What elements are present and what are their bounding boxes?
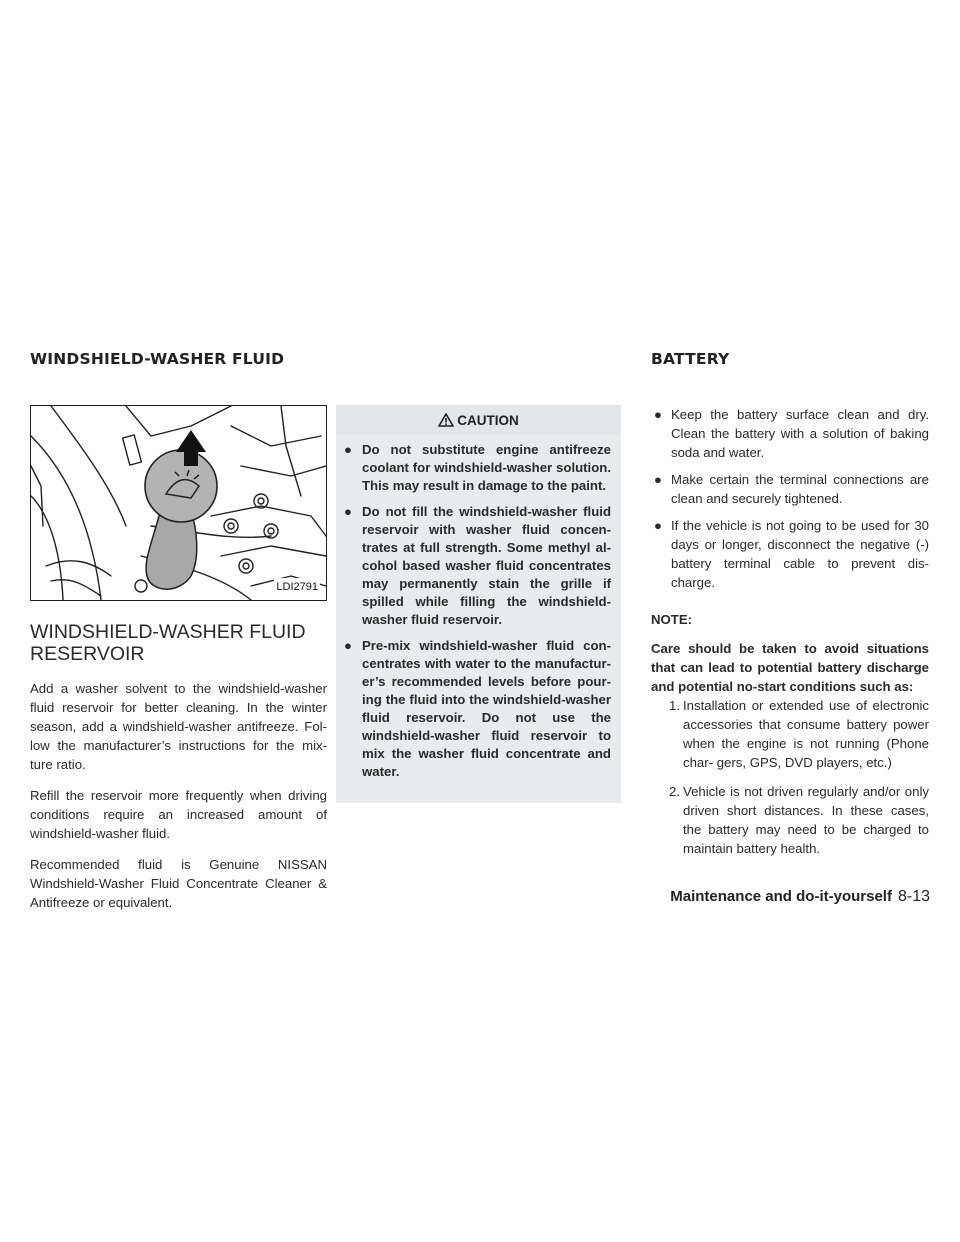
bullet-icon: ● [654, 407, 662, 422]
note-text: Care should be taken to avoid situations that can lead to potential battery discharge and potential no-start conditions such as: [651, 641, 929, 694]
bullet-icon: ● [654, 472, 662, 487]
battery-bullet-item [651, 470, 929, 508]
note-item-number: 1. [669, 698, 680, 713]
note-item-number: 2. [669, 784, 680, 799]
page-footer [670, 888, 930, 906]
bullet-icon: ● [344, 504, 352, 519]
reservoir-paragraph: Refill the reservoir more frequently when driving conditions require an increased amount of windshield-washer fluid. [30, 788, 327, 841]
column-caution [336, 405, 621, 803]
column-battery [651, 405, 929, 868]
note-numbered-list [651, 696, 929, 858]
reservoir-illustration [30, 405, 327, 601]
reservoir-paragraph: Add a washer solvent to the windshield-washer fluid reservoir for better cleaning. In the winter season, add a windshield-washer antifreeze. Fol- low the manufacturer’s instructions for the mix- ture ratio. [30, 681, 327, 772]
reservoir-paragraph: Recommended fluid is Genuine NISSAN Windshield-Washer Fluid Concentrate Cleaner & Antifreeze or equivalent. [30, 857, 327, 910]
reservoir-subheading: WINDSHIELD-WASHER FLUID RESERVOIR [30, 621, 306, 665]
page-number: 8-13 [897, 888, 930, 905]
caution-item-text: Pre-mix windshield-washer fluid con- centrates with water to the manufactur- er’s recommended levels before pour- ing the fluid into the windshield-washer fluid reservoir. Do not use the windshield-washer fluid reservoir to mix the washer fluid concentrate and water. [362, 638, 611, 779]
section-heading-battery: BATTERY [651, 350, 730, 368]
battery-bullet-item [651, 405, 929, 462]
caution-item [344, 637, 611, 781]
caution-list [344, 441, 611, 781]
caution-item-text: Do not substitute engine antifreeze coolant for windshield-washer solution. This may result in damage to the paint. [362, 442, 611, 493]
caution-item-text: Do not fill the windshield-washer fluid reservoir with washer fluid concen- trates at full strength. Some methyl al- cohol based washer fluid concentrates may permanently stain the grille if spilled while filling the windshield- washer fluid reservoir. [362, 504, 611, 627]
bullet-icon: ● [654, 518, 662, 533]
section-heading-windshield-washer-fluid: WINDSHIELD-WASHER FLUID [30, 350, 285, 368]
engine-bay-drawing [31, 406, 326, 600]
figure-id-label: LDI2791 [274, 578, 320, 597]
footer-section-title: Maintenance and do-it-yourself [670, 888, 892, 905]
caution-header [336, 405, 621, 435]
bullet-icon: ● [344, 442, 352, 457]
note-item-text: Vehicle is not driven regularly and/or only driven short distances. In these cases, the battery may need to be charged to maintain battery health. [683, 784, 929, 856]
bullet-icon: ● [344, 638, 352, 653]
battery-bullet-text: Make certain the terminal connections are clean and securely tightened. [671, 472, 929, 506]
caution-box [336, 405, 621, 803]
caution-item [344, 441, 611, 495]
caution-title: CAUTION [457, 412, 519, 428]
battery-bullet-text: If the vehicle is not going to be used for 30 days or longer, disconnect the negative (-) battery terminal cable to prevent dis- charge. [671, 518, 929, 590]
warning-triangle-icon [438, 413, 454, 427]
column-washer-fluid [30, 405, 327, 924]
battery-bullet-list [651, 405, 929, 592]
note-item [669, 782, 929, 858]
battery-bullet-item [651, 516, 929, 592]
battery-bullet-text: Keep the battery surface clean and dry. Clean the battery with a solution of baking soda and water. [671, 407, 929, 460]
note-label: NOTE: [651, 612, 693, 627]
note-item [669, 696, 929, 772]
note-item-text: Installation or extended use of electronic accessories that consume battery power when the engine is not running (Phone char- gers, GPS, DVD players, etc.) [683, 698, 929, 770]
caution-item [344, 503, 611, 629]
